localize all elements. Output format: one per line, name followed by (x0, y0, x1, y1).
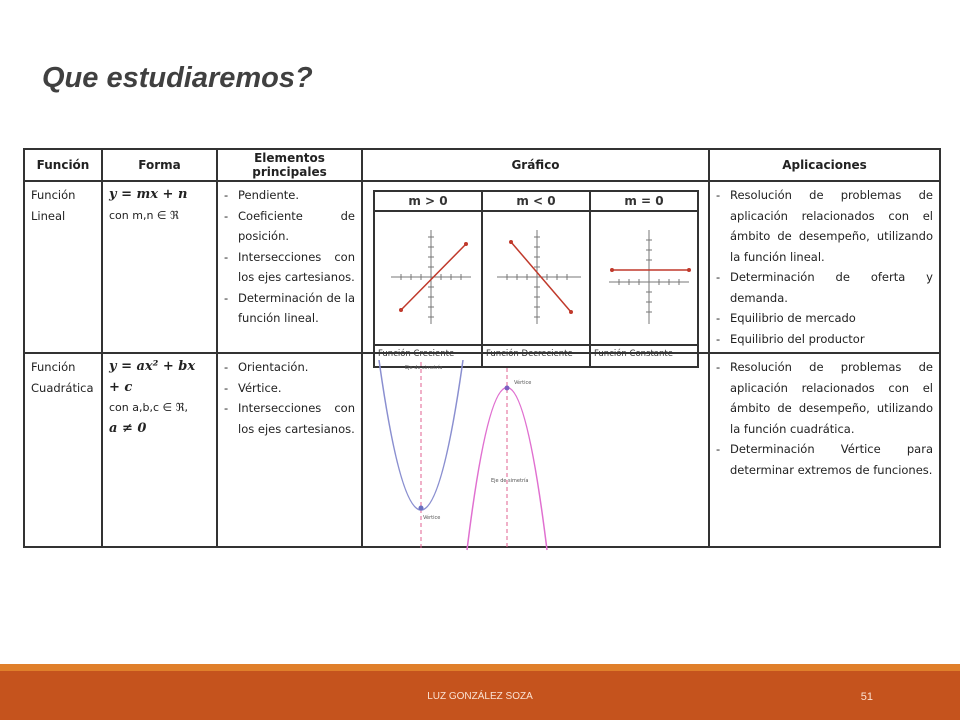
funcion-type: Lineal (31, 208, 66, 223)
list-item: - Determinación de la función lineal. (224, 288, 355, 329)
axis-label-2: Eje de simetría (491, 478, 529, 484)
list-item: - Equilibrio de mercado (716, 308, 933, 329)
table-row (24, 353, 940, 547)
funcion-name: Función (31, 360, 76, 374)
forma-condition: con m,n ∈ ℜ (109, 208, 179, 222)
list-item: - Intersecciones con los ejes cartesianos. (224, 247, 355, 288)
forma-condition-2: a ≠ 0 (109, 420, 147, 436)
elementos-cell (217, 181, 362, 353)
quadratic-graphs (367, 360, 567, 555)
plot-constant (590, 211, 698, 345)
list-item: - Resolución de problemas de aplicación relacionados con el ámbito de desempeño, utilizando la función cuadrática. (716, 357, 933, 439)
header-forma: Forma (102, 149, 217, 181)
elementos-cell (217, 353, 362, 547)
forma-condition: con a,b,c ∈ ℜ, (109, 401, 189, 414)
caption-decreasing: Función Decreciente (482, 345, 590, 367)
list-item: - Coeficiente de posición. (224, 206, 355, 247)
page-number: 51 (860, 691, 873, 703)
footer-bar (0, 664, 960, 720)
linear-graphs (373, 190, 699, 368)
funcion-name: Función (31, 188, 76, 202)
list-item: - Determinación de oferta y demanda. (716, 267, 933, 308)
footer-author: LUZ GONZÁLEZ SOZA (427, 691, 533, 702)
funcion-cell (24, 181, 102, 353)
header-grafico: Gráfico (362, 149, 709, 181)
decreasing-line-graph (489, 222, 589, 332)
table-header-row (24, 149, 940, 181)
constant-line-graph (597, 222, 697, 332)
slope-negative-header: m < 0 (482, 191, 590, 211)
header-funcion: Función (24, 149, 102, 181)
caption-increasing: Función Creciente (374, 345, 482, 367)
vertex-label-2: Vértice (514, 380, 532, 386)
increasing-line-graph (381, 222, 481, 332)
grafico-cell (362, 353, 709, 547)
axis-label-1: Eje de simetría (405, 365, 443, 371)
funcion-cell (24, 353, 102, 547)
list-item: - Equilibrio del productor (716, 329, 933, 350)
page-title: Que estudiaremos? (42, 62, 313, 94)
slope-zero-header: m = 0 (590, 191, 698, 211)
list-item: - Vértice. (224, 378, 355, 399)
table-row (24, 181, 940, 353)
forma-cell (102, 353, 217, 547)
funcion-type: Cuadrática (31, 380, 94, 395)
aplicaciones-cell (709, 353, 940, 547)
vertex-label-1: Vértice (423, 515, 441, 521)
list-item: - Pendiente. (224, 185, 355, 206)
list-item: - Orientación. (224, 357, 355, 378)
forma-cell (102, 181, 217, 353)
grafico-cell (362, 181, 709, 359)
list-item: - Intersecciones con los ejes cartesianos. (224, 398, 355, 439)
caption-constant: Función Constante (590, 345, 698, 367)
aplicaciones-cell (709, 181, 940, 353)
list-item: - Determinación Vértice para determinar extremos de funciones. (716, 439, 933, 480)
plot-increasing (374, 211, 482, 345)
topics-table (23, 148, 941, 548)
list-item: - Resolución de problemas de aplicación relacionados con el ámbito de desempeño, utilizando la función lineal. (716, 185, 933, 267)
header-elementos: Elementos principales (217, 149, 362, 181)
forma-equation: y = mx + n (109, 187, 188, 202)
plot-decreasing (482, 211, 590, 345)
header-aplicaciones: Aplicaciones (709, 149, 940, 181)
forma-equation: y = ax² + bx + c (109, 359, 196, 395)
slope-positive-header: m > 0 (374, 191, 482, 211)
